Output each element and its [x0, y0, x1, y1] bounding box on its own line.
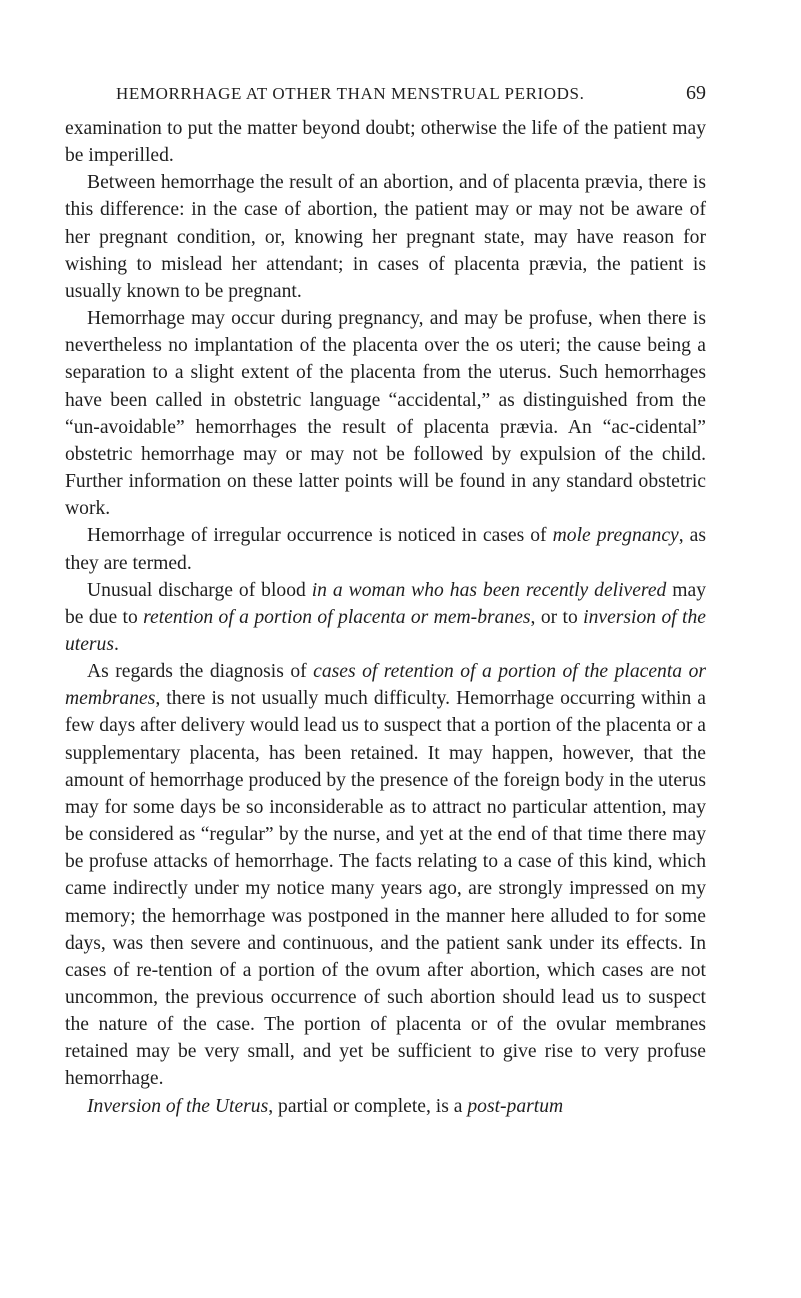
paragraph-accidental-hemorrhage: Hemorrhage may occur during pregnancy, and may be profuse, when there is nevertheless no implantation of the placenta over the os uteri; the cause being a separation to a slight extent of the placenta from the uterus. Such hemorrhages have been called in obstetric language “accidental,” as distinguished from the “un-avoidable” hemorrhages the result of placenta prævia. An “ac-cidental” obstetric hemorrhage may or may not be followed by expulsion of the child. Further information on these latter points will be found in any standard obstetric work.: [65, 308, 706, 520]
italic-heading-inversion: Inversion of the Uterus: [87, 1095, 269, 1117]
paragraph-recently-delivered: [65, 577, 706, 658]
text-run: , there is not usually much difficulty. Hemorrhage occurring within a few days after delivery would lead us to suspect that a portion of the placenta or a supplementary placenta, has been retained. It may happen, however, that the amount of hemorrhage produced by the presence of the foreign body in the uterus may for some days be so inconsiderable as to attract no particular attention, may be considered as “regular” by the nurse, and yet at the end of that time there may be profuse attacks of hemorrhage. The facts relating to a case of this kind, which came indirectly under my notice many years ago, are strongly impressed on my memory; the hemorrhage was postponed in the manner here alluded to for some days, was then severe and continuous, and the patient sank under its effects. In cases of re-tention of a portion of the ovum after abortion, which cases are not uncommon, the previous occurrence of such abortion should lead us to suspect the nature of the case. The portion of placenta or of the ovular membranes retained may be very small, and yet be sufficient to give rise to very profuse hemorrhage.: [65, 688, 706, 1090]
running-title: HEMORRHAGE AT OTHER THAN MENSTRUAL PERIODS.: [116, 84, 585, 103]
text-run: Hemorrhage of irregular occurrence is noticed in cases of: [87, 525, 553, 547]
text-run: Unusual discharge of blood: [87, 579, 312, 601]
text-run: , or to: [530, 606, 584, 628]
text-run: .: [113, 633, 119, 655]
italic-phrase-cases-of-retention: cases of retention of a portion of the placenta or membranes: [65, 661, 706, 710]
page-number: 69: [686, 82, 706, 104]
paragraph-continued: examination to put the matter beyond doubt; otherwise the life of the patient may be imperilled.: [65, 118, 706, 167]
text-run: , partial or complete, is a: [268, 1095, 468, 1117]
text-run: As regards the diagnosis of: [87, 661, 314, 683]
paragraph-diagnosis-retention: [65, 658, 706, 1093]
running-header: [116, 84, 706, 106]
body-text: [65, 115, 706, 1120]
italic-term-mole-pregnancy: mole pregnancy: [552, 525, 679, 547]
text-run: may be due to: [65, 579, 707, 628]
paragraph-abortion-vs-praevia: Between hemorrhage the result of an abortion, and of placenta prævia, there is this difference: in the case of abortion, the patient may or may not be aware of her pregnant condition, or, knowing her pregnant state, may have reason for wishing to mislead her attendant; in cases of placenta prævia, the patient is usually known to be pregnant.: [65, 172, 706, 302]
paragraph-inversion-of-uterus: [65, 1093, 706, 1120]
italic-term-post-partum: post-partum: [467, 1095, 564, 1117]
text-run: , as they are termed.: [65, 525, 706, 574]
italic-phrase-recently-delivered: in a woman who has been recently delivered: [311, 579, 667, 601]
italic-phrase-inversion: inversion of the uterus: [65, 606, 706, 655]
paragraph-mole-pregnancy: [65, 522, 706, 576]
italic-phrase-retention: retention of a portion of placenta or mem-branes: [143, 606, 531, 628]
